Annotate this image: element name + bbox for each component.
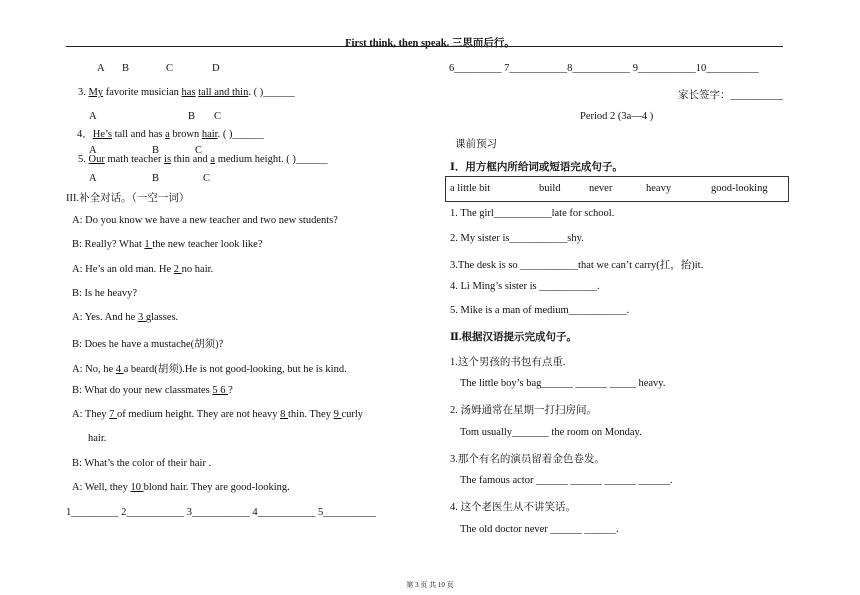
s1-item: 2. My sister is___________shy.	[450, 233, 584, 244]
option-letter: A	[97, 63, 105, 74]
answer-blanks-6-10: 6_________ 7___________8___________ 9___________10__________	[449, 63, 759, 74]
s2-english: The famous actor ______ ______ ______ ______.	[460, 475, 673, 486]
option-letter: B	[152, 173, 160, 184]
word-box-item: heavy	[646, 183, 672, 194]
word-box-item: build	[539, 183, 561, 194]
option-letter: B	[122, 63, 130, 74]
s1-item: 3.The desk is so ___________that we can’t carry(扛，抬)it.	[450, 260, 704, 271]
header-rule	[66, 46, 783, 47]
answer-blanks-1-5: 1_________ 2___________ 3___________ 4___________ 5__________	[66, 507, 376, 518]
option-letter: A	[89, 173, 97, 184]
dialog-line: A: Do you know we have a new teacher and two new students?	[72, 215, 338, 226]
option-letter: C	[214, 111, 222, 122]
word-box-item: never	[589, 183, 613, 194]
option-letter: A	[89, 111, 97, 122]
s2-english: Tom usually_______ the room on Monday.	[460, 427, 642, 438]
s2-chinese: 1.这个男孩的书包有点重.	[450, 357, 566, 368]
dialog-line: A: He’s an old man. He 2 no hair.	[72, 264, 214, 275]
dialog-line: B: Really? What 1 the new teacher look like?	[72, 239, 263, 250]
s2-chinese: 3.那个有名的演员留着金色卷发。	[450, 454, 605, 465]
s1-item: 4. Li Ming’s sister is ___________.	[450, 281, 600, 292]
section-2-title: Ⅱ.根据汉语提示完成句子。	[450, 332, 577, 343]
s2-english: The little boy’s bag______ ______ _____ heavy.	[460, 378, 666, 389]
dialog-line: B: Does he have a mustache(胡须)?	[72, 339, 224, 350]
question-4: 4．He’s tall and has a brown hair. ( )______	[77, 129, 264, 140]
option-letter: C	[203, 173, 211, 184]
word-box	[445, 176, 789, 202]
section-3-title: III.补全对话。（一空一词）	[66, 193, 190, 204]
question-3: 3. My favorite musician has tall and thin. ( )______	[78, 87, 295, 98]
word-box-item: good-looking	[711, 183, 768, 194]
option-letter: B	[188, 111, 196, 122]
s2-english: The old doctor never ______ ______.	[460, 524, 619, 535]
option-letter: C	[166, 63, 174, 74]
dialog-line: hair.	[88, 433, 107, 444]
option-letter: A	[89, 145, 97, 156]
s1-item: 5. Mike is a man of medium___________.	[450, 305, 630, 316]
option-letter: B	[152, 145, 160, 156]
dialog-line: A: No, he 4 a beard(胡须).He is not good-looking, but he is kind.	[72, 364, 347, 375]
dialog-line: A: They 7 of medium height. They are not heavy 8 thin. They 9 curly	[72, 409, 364, 420]
period-title: Period 2 (3a—4 )	[580, 111, 654, 122]
option-letter: C	[195, 145, 203, 156]
s1-item: 1. The girl___________late for school.	[450, 208, 615, 219]
dialog-line: B: Is he heavy?	[72, 288, 138, 299]
s2-chinese: 4. 这个老医生从不讲笑话。	[450, 502, 576, 513]
s2-chinese: 2. 汤姆通常在星期一打扫房间。	[450, 405, 597, 416]
dialog-line: B: What do your new classmates 5 6 ?	[72, 385, 233, 396]
section-1-title: Ⅰ．用方框内所给词或短语完成句子。	[450, 162, 623, 173]
option-letter: D	[212, 63, 220, 74]
word-box-item: a little bit	[450, 183, 491, 194]
preview-label: 课前预习	[455, 139, 497, 150]
dialog-line: A: Yes. And he 3 glasses.	[72, 312, 179, 323]
page-header: First think, then speak. 三思而后行。	[345, 38, 515, 49]
dialog-line: A: Well, they 10 blond hair. They are good-looking.	[72, 482, 290, 493]
dialog-line: B: What’s the color of their hair .	[72, 458, 212, 469]
parent-signature: 家长签字：__________	[678, 90, 783, 101]
page-footer: 第 3 页 共 10 页	[406, 581, 454, 589]
question-5: 5. Our math teacher is thin and a medium height. ( )______	[78, 154, 328, 165]
